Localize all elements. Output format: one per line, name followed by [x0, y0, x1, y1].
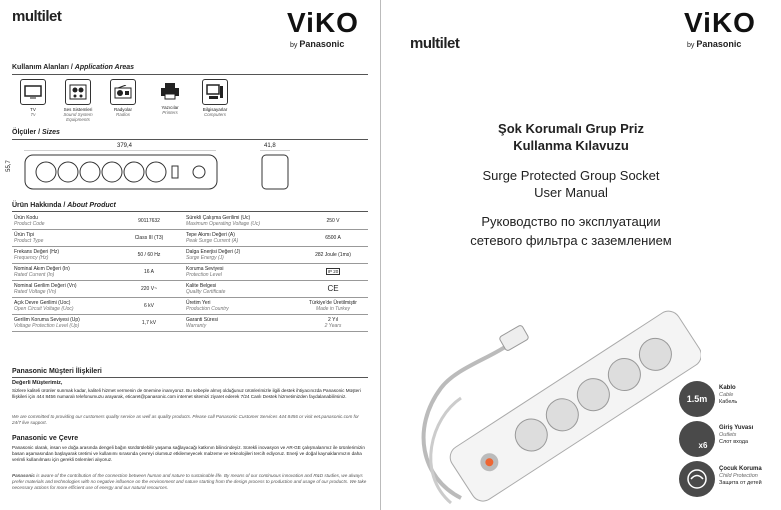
application-label: TV	[30, 107, 36, 112]
printer-icon	[158, 79, 182, 103]
divider	[12, 74, 368, 75]
application-item	[16, 79, 50, 117]
spec-table	[12, 213, 368, 332]
dimension-length: 379,4	[117, 143, 133, 149]
cable-length-badge: 1.5m	[679, 381, 715, 417]
computer-icon	[202, 79, 228, 105]
application-label-en: Tv	[30, 112, 36, 117]
feature-cable: Kablo Cable Кабель	[719, 385, 738, 405]
application-title: Kullanım Alanları / Application Areas	[12, 64, 135, 71]
table-row: Gerilim Koruma Seviyesi (Up) Voltage Protection Level (Up) 1,7 kV Garanti Süresi Warranty 2 Yıl 2 Years	[12, 315, 368, 332]
speaker-icon	[65, 79, 91, 105]
application-item	[198, 79, 232, 117]
table-row: Nominal Gerilim Değeri (Vn) Rated Voltage (Vn) 220 V~ Kalite Belgesi Quality Certificate CE	[12, 281, 368, 298]
table-row: Frekans Değeri (Hz) Frequency (Hz) 50 / 60 Hz Dalga Enerjisi Değeri (J) Surge Energy (J) 282 Joule (1ms)	[12, 247, 368, 264]
customer-greeting: Değerli Müşterimiz,	[12, 380, 63, 386]
panasonic-logo: by Panasonic	[290, 39, 345, 49]
viko-logo: ViKO	[287, 7, 359, 38]
child-protection-icon	[679, 461, 715, 497]
application-label-en: Sound System Equipments	[63, 112, 93, 122]
application-item	[153, 79, 187, 115]
application-label: Yazıcılar	[161, 105, 179, 110]
title-turkish: Şok Korumalı Grup Priz Kullanma Kılavuzu	[498, 121, 644, 153]
divider	[12, 377, 368, 378]
application-label: Ses Sistemleri	[63, 107, 93, 112]
multilet-logo: multilet	[12, 8, 62, 25]
dimension-height: 55,7	[5, 160, 12, 172]
environment-text-tr: Panasonic olarak, insan ve doğa arasında dengeli bağın sürdürülebilir yaşama sağlayacağı katkının bilincindeyiz. Sürekli inovasyon ve AR-GE çalışmalarımız ile ürünlerimizin basan aşamasından başlayarak üretimi ve kullanımı sırasında çevreyi olumsuz etkilemeyecek malzeme ve teknolojileri tercih ediyoruz. Enerji ve doğal kaynaklarımızın daha verimli kullanılması için gerekli önlemleri alıyoruz.	[12, 445, 365, 462]
dimension-width: 41,8	[264, 143, 276, 149]
application-item	[106, 79, 140, 117]
application-label-en: Computers	[203, 112, 226, 117]
viko-logo: ViKO	[684, 7, 756, 38]
table-row: Ürün Tipi Product Type Class III (T3) Tepe Akımı Değeri (A) Peak Surge Current (A) 6500 A	[12, 230, 368, 247]
tv-icon	[20, 79, 46, 105]
table-row: Nominal Akım Değeri (In) Rated Current (In) 16 A Koruma Seviyesi Protection Level IP 20	[12, 264, 368, 281]
ip-badge: IP 20	[327, 269, 339, 274]
ce-mark: CE	[327, 283, 339, 293]
strip-front-drawing	[24, 150, 224, 194]
right-page	[381, 0, 781, 510]
feature-outlets: Giriş Yuvası Outlets Слот входа	[719, 425, 754, 445]
feature-child-protection: Çocuk Koruma Child Protection Защита от детей	[719, 466, 762, 486]
strip-side-drawing	[260, 150, 292, 194]
multilet-logo: multilet	[410, 35, 460, 52]
divider	[12, 139, 368, 140]
customer-text-tr: Sizlere kaliteli ürünler sunmak kadar, kaliteli hizmet vermenin de önemine inanıyoruz. Bu sebeple almış olduğunuz ürünlerimizle ilgili destek ihtiyacınızda Panasonic Müşteri İlişkileri için 444 8456 numaralı telefonumuzu arayarak, eticaret@panasonic.com internet sitemizi ziyaret ederek 7/24 Canlı Destek hizmetimizden faydalanabilirsiniz.	[12, 388, 361, 399]
outlet-icon: x6	[679, 421, 715, 457]
left-page	[0, 0, 381, 510]
power-strip-illustration	[401, 268, 701, 510]
environment-title: Panasonic ve Çevre	[12, 435, 79, 442]
table-row: Açık Devre Gerilimi (Uoc) Open Circuit Voltage (Uoc) 6 kV Üretim Yeri Production Country Türkiye'de Üretilmiştir Made in Turkey	[12, 298, 368, 315]
application-item	[61, 79, 95, 122]
product-title: Ürün Hakkında / About Product	[12, 202, 116, 209]
table-row: Ürün Kodu Product Code 90117632 Sürekli Çalışma Gerilimi (Uc) Maximum Operating Voltage (Uc) 250 V	[12, 213, 368, 230]
customer-text-en: We are committed to providing our customers quality service as well as quality products. Please call Panasonic Customer Services 444 8456 or visit eet.panasonic.com for 24/7 live support.	[12, 414, 359, 425]
title-english: Surge Protected Group Socket User Manual	[482, 168, 660, 200]
divider	[12, 211, 368, 212]
environment-text-en: Panasonic is aware of the contribution of the connection between human and nature to sustainable life. By means of our continuous innovation and R&D studies, we always prefer materials and technologies with no negative influence on the environment and nature starting from the design process to production and usage of our products. We take necessary actions for more efficient use of energy and our natural resources.	[12, 473, 367, 490]
application-label: Radyolar	[113, 107, 132, 112]
application-label-en: Printers	[162, 110, 178, 115]
radio-icon	[110, 79, 136, 105]
application-label: Bilgisayarlar	[202, 107, 228, 112]
customer-title: Panasonic Müşteri İlişkileri	[12, 368, 102, 375]
application-label-en: Radios	[115, 112, 130, 117]
title-russian: Руководство по эксплуатации сетевого фильтра с заземлением	[470, 214, 672, 248]
panasonic-logo: by Panasonic	[687, 39, 742, 49]
sizes-title: Ölçüler / Sizes	[12, 129, 60, 136]
